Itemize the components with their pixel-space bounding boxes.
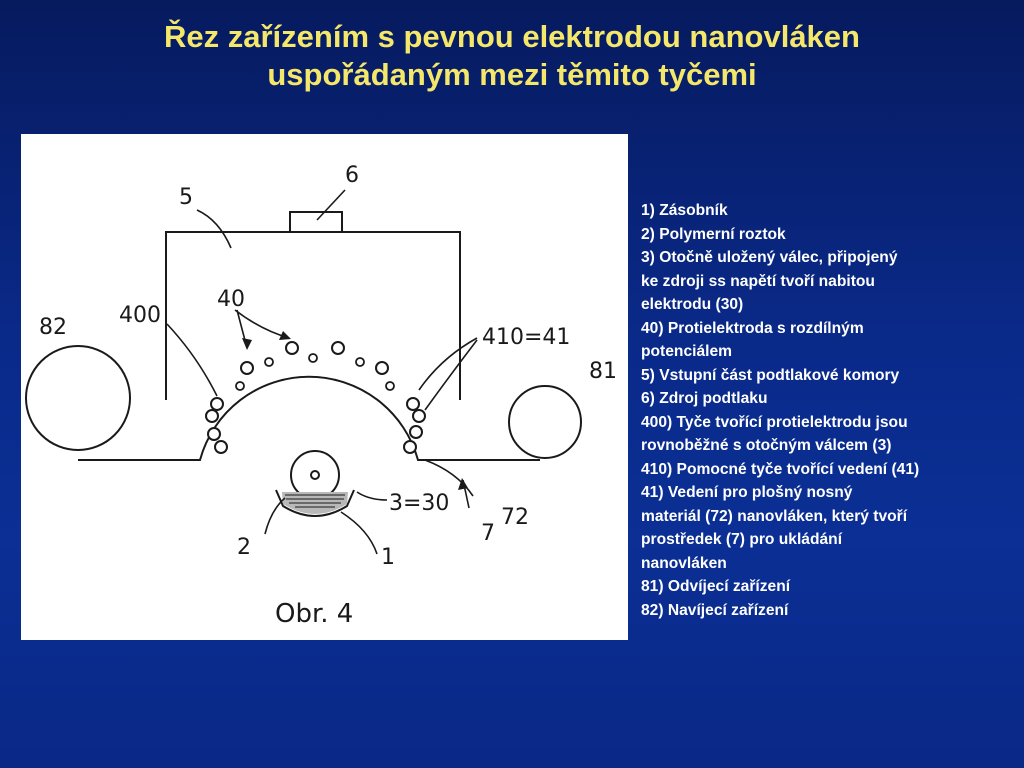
legend-item: 2) Polymerní roztok <box>641 225 786 243</box>
guide-rod-410 <box>265 358 273 366</box>
label-5: 5 <box>179 185 193 210</box>
slide-title <box>60 18 964 94</box>
rod-400 <box>211 398 223 410</box>
winding-roll-82 <box>26 346 130 450</box>
legend-item: 82) Navíjecí zařízení <box>641 601 789 619</box>
label-6: 6 <box>345 163 359 188</box>
rod-400 <box>208 428 220 440</box>
guide-rod-410 <box>236 382 244 390</box>
carrier-material-72 <box>78 377 540 460</box>
legend-item: 40) Protielektroda s rozdílným potenciálem <box>641 319 864 360</box>
guide-rod-410 <box>356 358 364 366</box>
rod-400 <box>206 410 218 422</box>
guide-rod-410 <box>386 382 394 390</box>
label-72: 72 <box>501 505 529 530</box>
label-410-41: 410=41 <box>482 325 571 350</box>
label-1: 1 <box>381 545 395 570</box>
figure-panel <box>21 134 628 640</box>
label-82: 82 <box>39 315 67 340</box>
legend-item: 41) Vedení pro plošný nosný materiál (72) nanovláken, který tvoří prostředek (7) pro ukládání nanovláken <box>641 484 908 572</box>
label-400: 400 <box>119 303 161 328</box>
legend-item: 1) Zásobník <box>641 202 728 219</box>
rod-400 <box>410 426 422 438</box>
rod-400 <box>404 441 416 453</box>
rotating-cylinder-3 <box>291 451 339 499</box>
legend-item: 5) Vstupní část podtlakové komory <box>641 366 900 384</box>
vacuum-source <box>290 212 342 232</box>
rod-400 <box>241 362 253 374</box>
legend-item: 400) Tyče tvořící protielektrodu jsou rovnoběžné s otočným válcem (3) <box>641 413 908 454</box>
label-2: 2 <box>237 535 251 560</box>
guide-rod-410 <box>309 354 317 362</box>
rod-400 <box>407 398 419 410</box>
legend-item: 410) Pomocné tyče tvořící vedení (41) <box>641 460 920 478</box>
slide-title-line-2: uspořádaným mezi těmito tyčemi <box>267 57 757 92</box>
rod-400 <box>332 342 344 354</box>
arrowheads <box>242 331 468 490</box>
rod-400 <box>413 410 425 422</box>
unwinding-roll-81 <box>509 386 581 458</box>
rod-400 <box>286 342 298 354</box>
label-3-30: 3=30 <box>389 491 450 516</box>
vacuum-chamber <box>166 232 460 400</box>
rod-400 <box>215 441 227 453</box>
rod-400 <box>376 362 388 374</box>
cylinder-axis <box>311 471 319 479</box>
label-40: 40 <box>217 287 245 312</box>
label-7: 7 <box>481 521 495 546</box>
legend-item: 3) Otočně uložený válec, připojený ke zdroji ss napětí tvoří nabitou elektrodu (30) <box>641 249 898 313</box>
legend <box>641 199 1011 622</box>
label-81: 81 <box>589 359 617 384</box>
apparatus-diagram <box>21 134 628 640</box>
figure-caption: Obr. 4 <box>275 599 354 629</box>
legend-item: 81) Odvíjecí zařízení <box>641 578 791 595</box>
legend-item: 6) Zdroj podtlaku <box>641 390 768 407</box>
slide-title-line-1: Řez zařízením s pevnou elektrodou nanovláken <box>164 19 860 54</box>
